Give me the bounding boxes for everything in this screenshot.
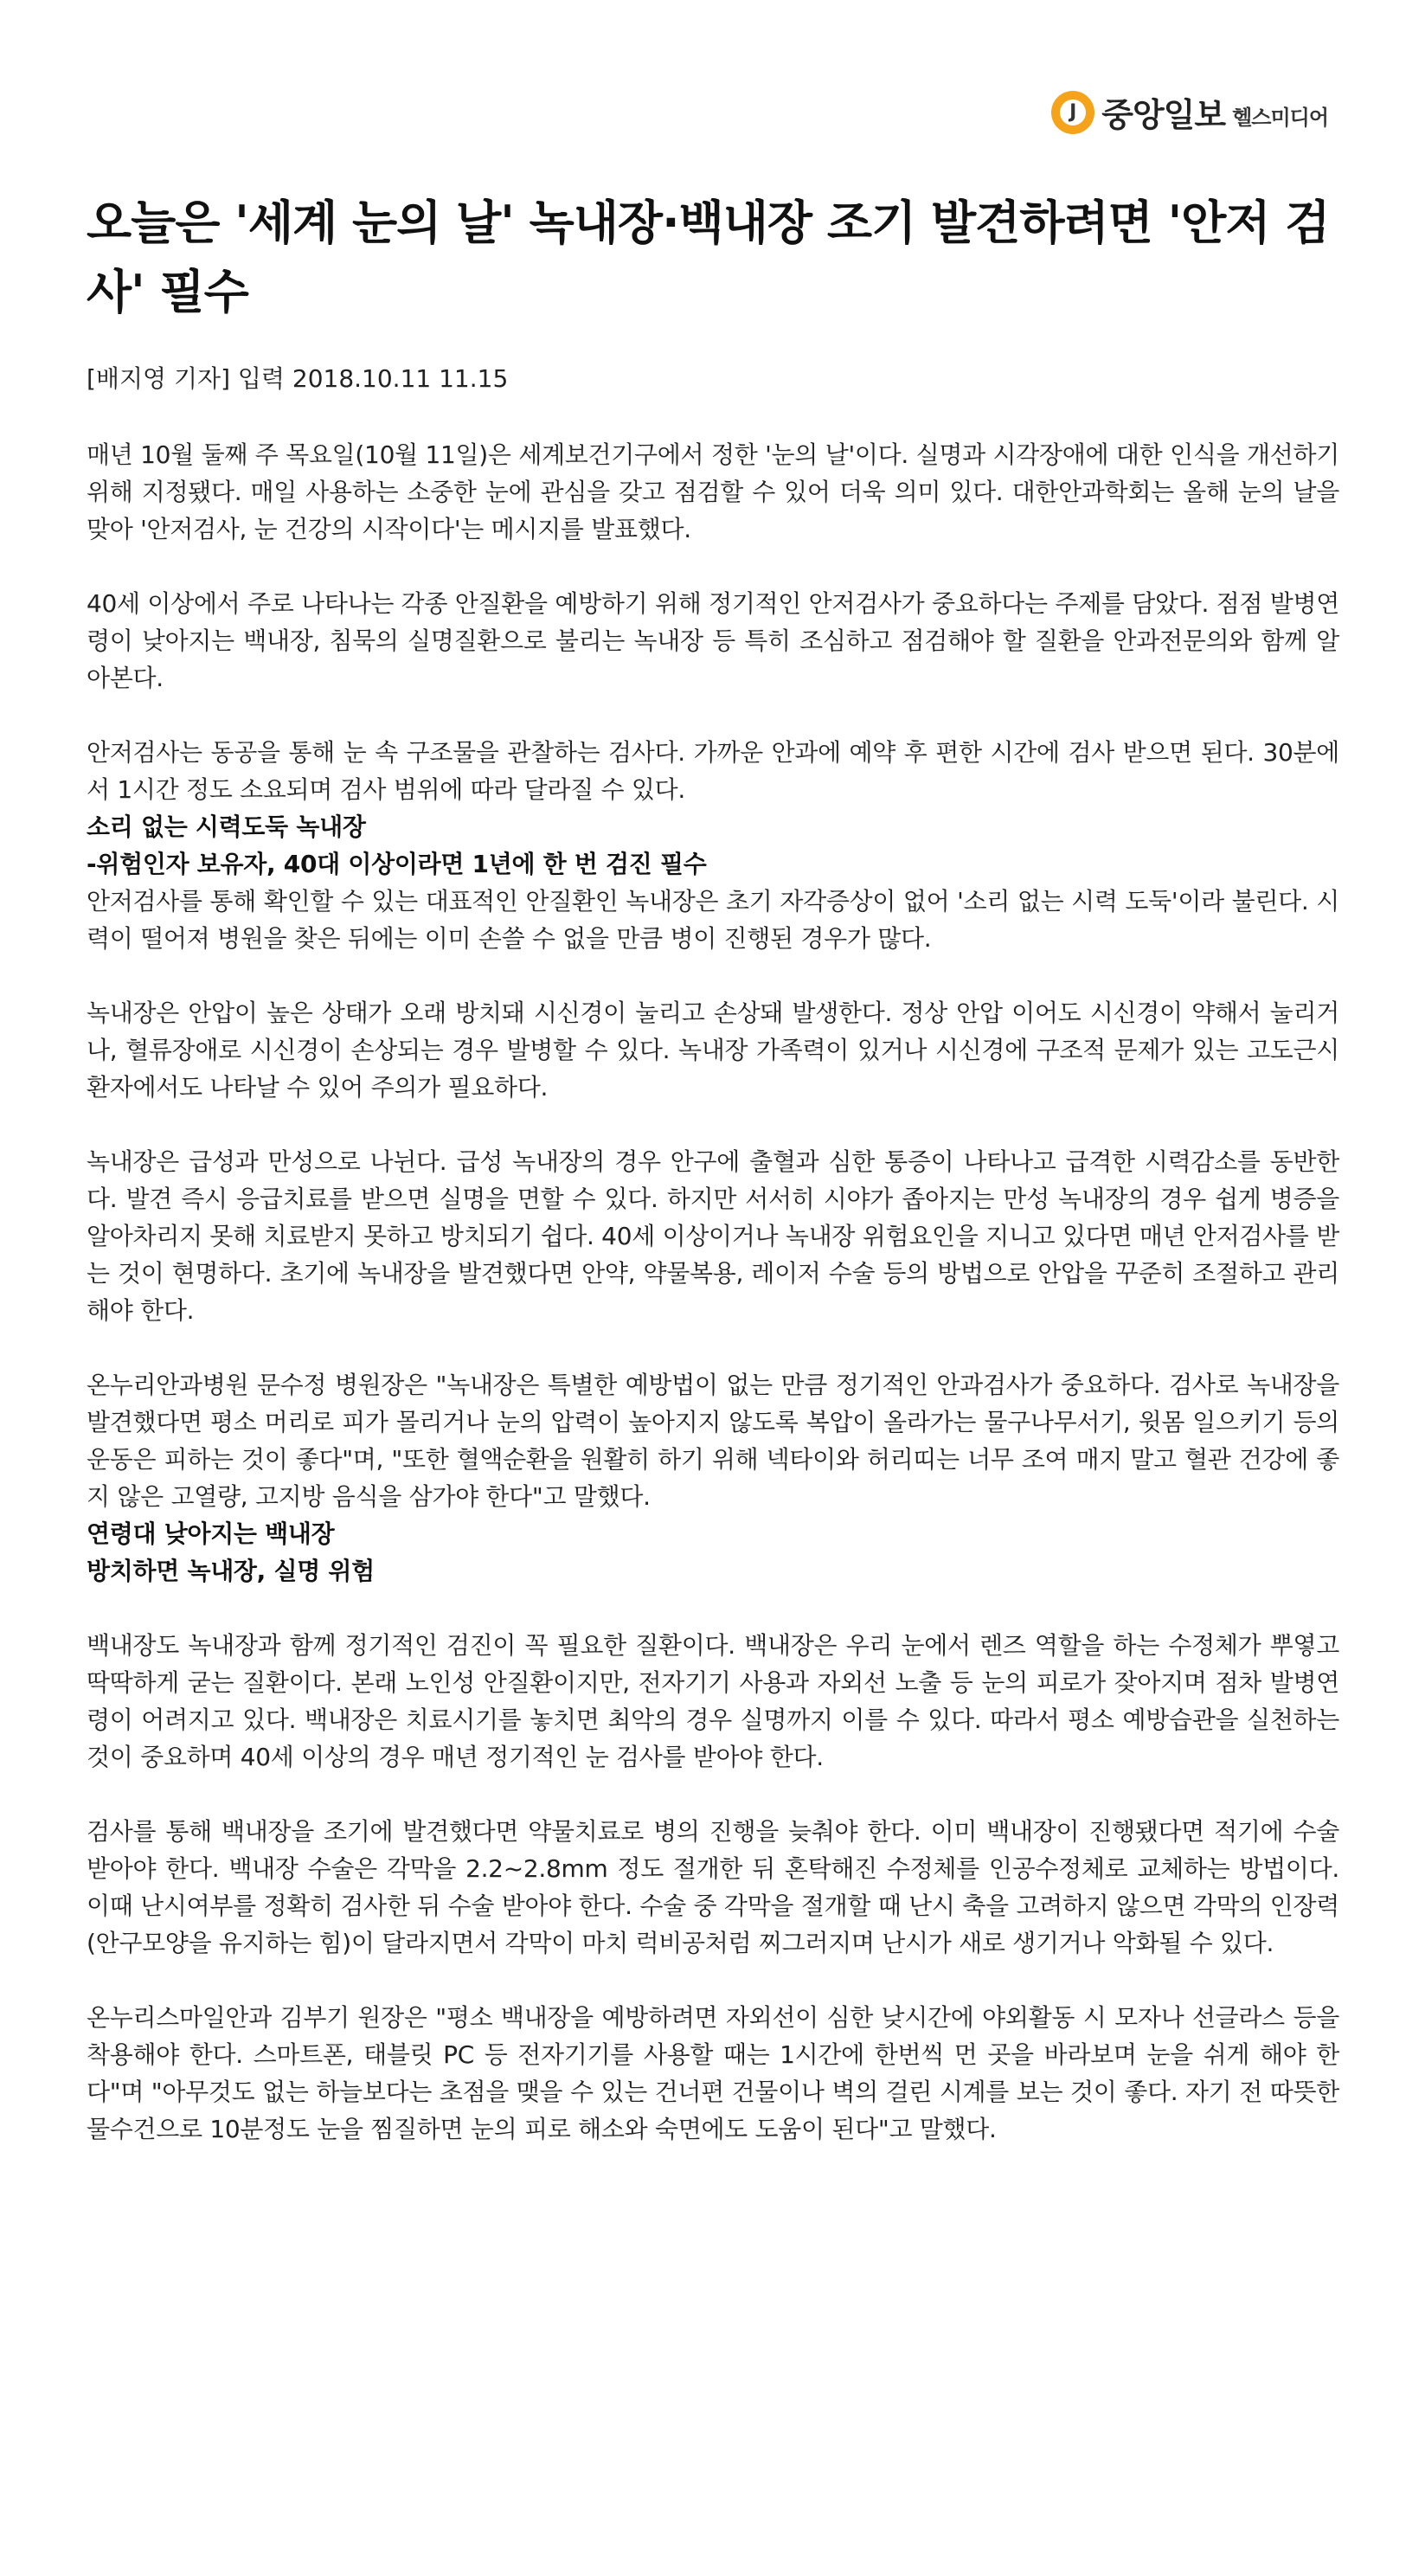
- intro-paragraph-2: 40세 이상에서 주로 나타나는 각종 안질환을 예방하기 위해 정기적인 안저검사가 중요하다는 주제를 담았다. 점점 발병연령이 낮아지는 백내장, 침묵의 실명질환으로 불리는 녹내장 등 특히 조심하고 점검해야 할 질환을 안과전문의와 함께 알아본다.: [87, 589, 1339, 692]
- logo-subtitle: 헬스미디어: [1232, 106, 1328, 130]
- section1-heading: 소리 없는 시력도둑 녹내장: [87, 813, 366, 841]
- section2-heading: 연령대 낮아지는 백내장: [87, 1519, 335, 1548]
- intro-paragraph-1: 매년 10월 둘째 주 목요일(10월 11일)은 세계보건기구에서 정한 '눈의 날'이다. 실명과 시각장애에 대한 인식을 개선하기 위해 지정됐다. 매일 사용하는 소중한 눈에 관심을 갖고 점검할 수 있어 더욱 의미 있다. 대한안과학회는 올해 눈의 날을 맞아 '안저검사, 눈 건강의 시작이다'는 메시지를 발표했다.: [87, 440, 1339, 543]
- section1-subheading: -위험인자 보유자, 40대 이상이라면 1년에 한 번 검진 필수: [87, 850, 707, 878]
- logo-circle-icon: [1051, 91, 1094, 134]
- section2-paragraph-3: 온누리스마일안과 김부기 원장은 "평소 백내장을 예방하려면 자외선이 심한 낮시간에 야외활동 시 모자나 선글라스 등을 착용해야 한다. 스마트폰, 태블릿 PC 등 전자기기를 사용할 때는 1시간에 한번씩 먼 곳을 바라보며 눈을 쉬게 해야 한다"며 "아무것도 없는 하늘보다는 초점을 맺을 수 있는 건너편 건물이나 벽의 걸린 시계를 보는 것이 좋다. 자기 전 따뜻한 물수건으로 10분정도 눈을 찜질하면 눈의 피로 해소와 숙면에도 도움이 된다"고 말했다.: [87, 2003, 1339, 2143]
- section2-paragraph-1: 백내장도 녹내장과 함께 정기적인 검진이 꼭 필요한 질환이다. 백내장은 우리 눈에서 렌즈 역할을 하는 수정체가 뿌옇고 딱딱하게 굳는 질환이다. 본래 노인성 안질환이지만, 전자기기 사용과 자외선 노출 등 눈의 피로가 잦아지며 점차 발병연령이 어려지고 있다. 백내장은 치료시기를 놓치면 최악의 경우 실명까지 이를 수 있다. 따라서 평소 예방습관을 실천하는 것이 중요하며 40세 이상의 경우 매년 정기적인 눈 검사를 받아야 한다.: [87, 1631, 1339, 1771]
- section2-subheading: 방치하면 녹내장, 실명 위험: [87, 1557, 375, 1585]
- article-body: [87, 189, 1339, 2148]
- logo-mark-letter: J: [1060, 100, 1086, 125]
- article-byline: [배지영 기자] 입력 2018.10.11 11.15: [87, 364, 509, 393]
- section1-paragraph-3: 녹내장은 급성과 만성으로 나뉜다. 급성 녹내장의 경우 안구에 출혈과 심한 통증이 나타나고 급격한 시력감소를 동반한다. 발견 즉시 응급치료를 받으면 실명을 면할 수 있다. 하지만 서서히 시야가 좁아지는 만성 녹내장의 경우 쉽게 병증을 알아차리지 못해 치료받지 못하고 방치되기 쉽다. 40세 이상이거나 녹내장 위험요인을 지니고 있다면 매년 안저검사를 받는 것이 현명하다. 초기에 녹내장을 발견했다면 안약, 약물복용, 레이저 수술 등의 방법으로 안압을 꾸준히 조절하고 관리해야 한다.: [87, 1147, 1339, 1325]
- intro-paragraph-3: 안저검사는 동공을 통해 눈 속 구조물을 관찰하는 검사다. 가까운 안과에 예약 후 편한 시간에 검사 받으면 된다. 30분에서 1시간 정도 소요되며 검사 범위에 따라 달라질 수 있다.: [87, 738, 1339, 804]
- publisher-logo: [1051, 88, 1328, 136]
- section1-paragraph-2: 녹내장은 안압이 높은 상태가 오래 방치돼 시신경이 눌리고 손상돼 발생한다. 정상 안압 이어도 시신경이 약해서 눌리거나, 혈류장애로 시신경이 손상되는 경우 발병할 수 있다. 녹내장 가족력이 있거나 시신경에 구조적 문제가 있는 고도근시 환자에서도 나타날 수 있어 주의가 필요하다.: [87, 999, 1339, 1102]
- section1-paragraph-4: 온누리안과병원 문수정 병원장은 "녹내장은 특별한 예방법이 없는 만큼 정기적인 안과검사가 중요하다. 검사로 녹내장을 발견했다면 평소 머리로 피가 몰리거나 눈의 압력이 높아지지 않도록 복압이 올라가는 물구나무서기, 윗몸 일으키기 등의 운동은 피하는 것이 좋다"며, "또한 혈액순환을 원활히 하기 위해 넥타이와 허리띠는 너무 조여 매지 말고 혈관 건강에 좋지 않은 고열량, 고지방 음식을 삼가야 한다"고 말했다.: [87, 1371, 1339, 1511]
- section1-paragraph-1: 안저검사를 통해 확인할 수 있는 대표적인 안질환인 녹내장은 초기 자각증상이 없어 '소리 없는 시력 도둑'이라 불린다. 시력이 떨어져 병원을 찾은 뒤에는 이미 손쓸 수 없을 만큼 병이 진행된 경우가 많다.: [87, 887, 1339, 953]
- article-title: 오늘은 '세계 눈의 날' 녹내장·백내장 조기 발견하려면 '안저 검사' 필수: [87, 196, 1330, 319]
- logo-name: 중앙일보: [1101, 96, 1226, 134]
- section2-paragraph-2: 검사를 통해 백내장을 조기에 발견했다면 약물치료로 병의 진행을 늦춰야 한다. 이미 백내장이 진행됐다면 적기에 수술 받아야 한다. 백내장 수술은 각막을 2.2~2.8mm 정도 절개한 뒤 혼탁해진 수정체를 인공수정체로 교체하는 방법이다. 이때 난시여부를 정확히 검사한 뒤 수술 받아야 한다. 수술 중 각막을 절개할 때 난시 축을 고려하지 않으면 각막의 인장력(안구모양을 유지하는 힘)이 달라지면서 각막이 마치 럭비공처럼 찌그러지며 난시가 새로 생기거나 악화될 수 있다.: [87, 1817, 1339, 1957]
